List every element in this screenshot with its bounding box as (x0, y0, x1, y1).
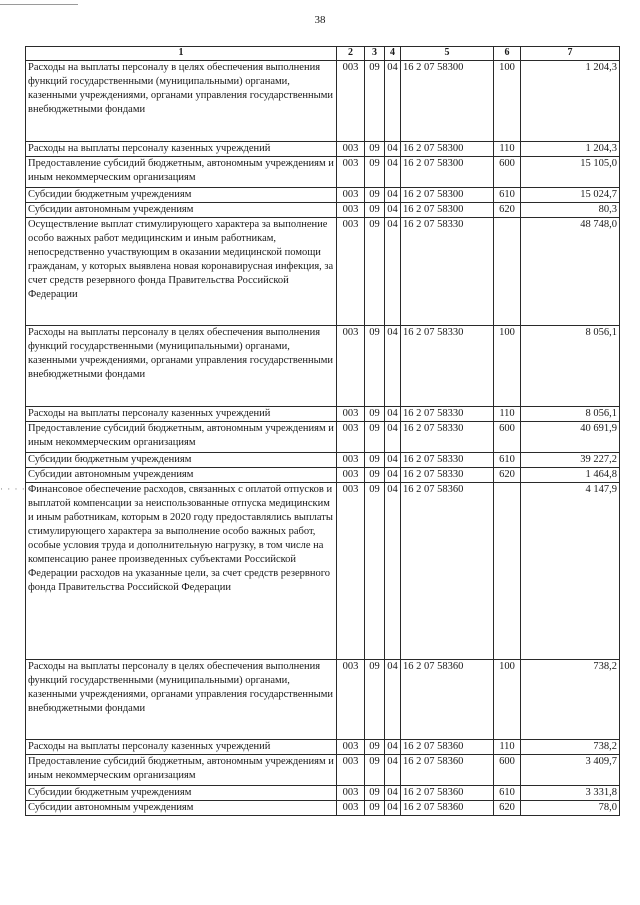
row-amount: 15 024,7 (521, 188, 620, 203)
row-col2: 003 (337, 468, 365, 483)
row-col6: 100 (494, 326, 521, 407)
row-col4: 04 (385, 407, 401, 422)
column-header-7: 7 (521, 47, 620, 61)
row-col3: 09 (365, 142, 385, 157)
row-col2: 003 (337, 453, 365, 468)
row-col4: 04 (385, 660, 401, 740)
row-col5: 16 2 07 58300 (401, 157, 494, 188)
row-name: Субсидии автономным учреждениям (26, 203, 337, 218)
row-amount: 1 464,8 (521, 468, 620, 483)
row-col2: 003 (337, 407, 365, 422)
row-name: Предоставление субсидий бюджетным, автономным учреждениям и иным некоммерческим организациям (26, 157, 337, 188)
row-col2: 003 (337, 786, 365, 801)
row-col2: 003 (337, 660, 365, 740)
row-col6: 100 (494, 660, 521, 740)
column-header-5: 5 (401, 47, 494, 61)
row-col6 (494, 218, 521, 326)
table-row (26, 61, 620, 142)
row-col6: 100 (494, 61, 521, 142)
row-name: Расходы на выплаты персоналу казенных учреждений (26, 740, 337, 755)
page-number: 38 (314, 14, 326, 26)
table-row (26, 326, 620, 407)
row-col2: 003 (337, 326, 365, 407)
row-col3: 09 (365, 786, 385, 801)
row-col6: 610 (494, 453, 521, 468)
column-header-2: 2 (337, 47, 365, 61)
row-col5: 16 2 07 58360 (401, 755, 494, 786)
row-col5: 16 2 07 58300 (401, 188, 494, 203)
row-name: Расходы на выплаты персоналу в целях обеспечения выполнения функций государственными (муниципальными) органами, казенными учреждениями, органами управления государственными внебюджетными фондами (26, 326, 337, 407)
row-col6: 110 (494, 740, 521, 755)
margin-dots: · · · · · (0, 484, 33, 494)
row-col6: 620 (494, 801, 521, 816)
row-col4: 04 (385, 203, 401, 218)
row-col4: 04 (385, 422, 401, 453)
table-row (26, 660, 620, 740)
row-name: Субсидии бюджетным учреждениям (26, 453, 337, 468)
row-col3: 09 (365, 422, 385, 453)
column-header-6: 6 (494, 47, 521, 61)
row-col5: 16 2 07 58300 (401, 61, 494, 142)
row-col5: 16 2 07 58300 (401, 142, 494, 157)
row-col4: 04 (385, 740, 401, 755)
row-col3: 09 (365, 755, 385, 786)
row-col5: 16 2 07 58360 (401, 660, 494, 740)
row-col5: 16 2 07 58330 (401, 407, 494, 422)
row-col2: 003 (337, 142, 365, 157)
row-name: Финансовое обеспечение расходов, связанных с оплатой отпусков и выплатой компенсации за неиспользованные отпуска медицинским и иным работникам, которым в 2020 году предоставлялись выплаты стимулирующего характера за выполнение особо важных работ, особые условия труда и дополнительную нагрузку, в том числе на компенсацию ранее произведенных субъектами Российской Федерации расходов на указанные цели, за счет средств резервного фонда Правительства Российской Федерации (26, 483, 337, 660)
row-col2: 003 (337, 740, 365, 755)
row-amount: 39 227,2 (521, 453, 620, 468)
row-col2: 003 (337, 483, 365, 660)
row-col5: 16 2 07 58360 (401, 483, 494, 660)
row-col5: 16 2 07 58330 (401, 218, 494, 326)
row-name: Расходы на выплаты персоналу казенных учреждений (26, 142, 337, 157)
table-row (26, 218, 620, 326)
row-col4: 04 (385, 483, 401, 660)
row-name: Расходы на выплаты персоналу в целях обеспечения выполнения функций государственными (муниципальными) органами, казенными учреждениями, органами управления государственными внебюджетными фондами (26, 61, 337, 142)
row-col2: 003 (337, 422, 365, 453)
row-col3: 09 (365, 407, 385, 422)
row-name: Субсидии бюджетным учреждениям (26, 786, 337, 801)
row-col6: 610 (494, 188, 521, 203)
table-row (26, 203, 620, 218)
header-row (26, 47, 620, 61)
row-amount: 3 331,8 (521, 786, 620, 801)
row-col6 (494, 483, 521, 660)
table-row (26, 157, 620, 188)
row-amount: 40 691,9 (521, 422, 620, 453)
row-col5: 16 2 07 58300 (401, 203, 494, 218)
row-col2: 003 (337, 61, 365, 142)
row-amount: 78,0 (521, 801, 620, 816)
row-amount: 3 409,7 (521, 755, 620, 786)
row-col5: 16 2 07 58360 (401, 740, 494, 755)
row-col3: 09 (365, 740, 385, 755)
table-row (26, 422, 620, 453)
row-name: Расходы на выплаты персоналу в целях обеспечения выполнения функций государственными (муниципальными) органами, казенными учреждениями, органами управления государственными внебюджетными фондами (26, 660, 337, 740)
row-name: Осуществление выплат стимулирующего характера за выполнение особо важных работ медицинским и иным работникам, непосредственно участвующим в оказании медицинской помощи гражданам, у которых выявлена новая коронавирусная инфекция, за счет средств резервного фонда Правительства Российской Федерации (26, 218, 337, 326)
row-col5: 16 2 07 58360 (401, 801, 494, 816)
row-col4: 04 (385, 188, 401, 203)
row-col6: 610 (494, 786, 521, 801)
row-amount: 1 204,3 (521, 142, 620, 157)
top-rule (0, 4, 78, 5)
row-col3: 09 (365, 801, 385, 816)
budget-table (25, 46, 620, 816)
row-amount: 8 056,1 (521, 407, 620, 422)
row-name: Субсидии автономным учреждениям (26, 468, 337, 483)
row-name: Субсидии бюджетным учреждениям (26, 188, 337, 203)
table-row (26, 468, 620, 483)
row-col3: 09 (365, 203, 385, 218)
row-col3: 09 (365, 453, 385, 468)
row-col3: 09 (365, 468, 385, 483)
row-col2: 003 (337, 801, 365, 816)
row-col4: 04 (385, 218, 401, 326)
row-col3: 09 (365, 326, 385, 407)
table-row (26, 453, 620, 468)
table-row (26, 483, 620, 660)
row-col2: 003 (337, 188, 365, 203)
row-col5: 16 2 07 58360 (401, 786, 494, 801)
row-name: Предоставление субсидий бюджетным, автономным учреждениям и иным некоммерческим организациям (26, 422, 337, 453)
table-row (26, 801, 620, 816)
table-row (26, 188, 620, 203)
row-col3: 09 (365, 61, 385, 142)
row-col5: 16 2 07 58330 (401, 468, 494, 483)
column-header-1: 1 (26, 47, 337, 61)
row-col6: 620 (494, 203, 521, 218)
row-amount: 80,3 (521, 203, 620, 218)
row-col4: 04 (385, 61, 401, 142)
row-col5: 16 2 07 58330 (401, 326, 494, 407)
row-col4: 04 (385, 157, 401, 188)
row-col5: 16 2 07 58330 (401, 422, 494, 453)
row-amount: 48 748,0 (521, 218, 620, 326)
row-name: Расходы на выплаты персоналу казенных учреждений (26, 407, 337, 422)
row-col4: 04 (385, 801, 401, 816)
row-col6: 110 (494, 142, 521, 157)
row-col6: 600 (494, 755, 521, 786)
row-name: Субсидии автономным учреждениям (26, 801, 337, 816)
row-amount: 4 147,9 (521, 483, 620, 660)
row-col3: 09 (365, 660, 385, 740)
table-row (26, 786, 620, 801)
row-col4: 04 (385, 755, 401, 786)
row-col3: 09 (365, 483, 385, 660)
row-amount: 738,2 (521, 740, 620, 755)
row-amount: 15 105,0 (521, 157, 620, 188)
row-col6: 110 (494, 407, 521, 422)
row-col3: 09 (365, 218, 385, 326)
row-col4: 04 (385, 453, 401, 468)
row-col4: 04 (385, 142, 401, 157)
column-header-3: 3 (365, 47, 385, 61)
row-col3: 09 (365, 157, 385, 188)
row-col3: 09 (365, 188, 385, 203)
row-col4: 04 (385, 326, 401, 407)
row-col4: 04 (385, 468, 401, 483)
row-col5: 16 2 07 58330 (401, 453, 494, 468)
row-col2: 003 (337, 218, 365, 326)
row-amount: 738,2 (521, 660, 620, 740)
row-col6: 600 (494, 157, 521, 188)
row-amount: 1 204,3 (521, 61, 620, 142)
row-col2: 003 (337, 203, 365, 218)
table-row (26, 740, 620, 755)
table-row (26, 142, 620, 157)
table-row (26, 407, 620, 422)
row-col6: 600 (494, 422, 521, 453)
row-amount: 8 056,1 (521, 326, 620, 407)
row-name: Предоставление субсидий бюджетным, автономным учреждениям и иным некоммерческим организациям (26, 755, 337, 786)
row-col2: 003 (337, 157, 365, 188)
table-row (26, 755, 620, 786)
row-col6: 620 (494, 468, 521, 483)
column-header-4: 4 (385, 47, 401, 61)
row-col4: 04 (385, 786, 401, 801)
row-col2: 003 (337, 755, 365, 786)
